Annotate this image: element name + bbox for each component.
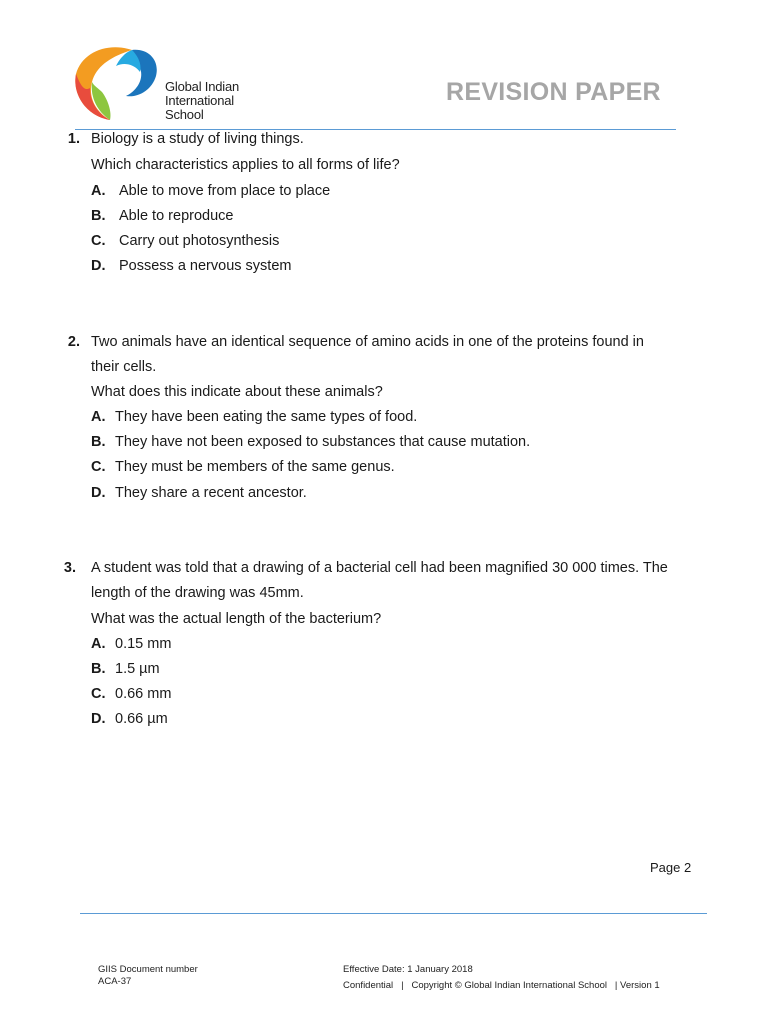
option-letter: C. (91, 686, 106, 702)
option-text: Able to move from place to place (119, 183, 331, 199)
option-letter: A. (91, 409, 106, 425)
option-b (91, 661, 160, 677)
question-stem: their cells. (91, 359, 157, 375)
school-name-line: Global Indian (165, 79, 240, 94)
option-b (91, 208, 233, 224)
question-number: 3. (63, 560, 76, 576)
option-a (91, 183, 330, 199)
doc-number-label: GIIS Document number (98, 964, 198, 975)
page-number: Page 2 (650, 860, 692, 875)
effective-date: Effective Date: 1 January 2018 (343, 964, 473, 975)
option-c (91, 459, 395, 475)
option-letter: B. (91, 661, 106, 677)
option-a (91, 636, 171, 652)
option-c (91, 686, 171, 702)
school-logo (72, 42, 262, 126)
option-text: They must be members of the same genus. (115, 459, 395, 475)
question-stem: Two animals have an identical sequence of amino acids in one of the proteins found in (91, 334, 644, 350)
school-name-line: International (165, 93, 234, 108)
confidential-copyright: Confidential | Copyright © Global Indian International School | Version 1 (343, 980, 660, 991)
header-divider (75, 129, 676, 130)
option-letter: C. (91, 233, 106, 249)
option-text: They have not been exposed to substances that cause mutation. (115, 434, 531, 450)
option-text: 1.5 µm (115, 661, 160, 677)
option-b (91, 434, 530, 450)
footer-meta (343, 964, 660, 992)
option-text: 0.66 mm (115, 686, 172, 702)
option-letter: B. (91, 208, 106, 224)
option-text: They have been eating the same types of food. (115, 409, 418, 425)
option-text: Able to reproduce (119, 208, 234, 224)
option-d (91, 711, 168, 727)
page-title: REVISION PAPER (446, 78, 661, 106)
option-letter: D. (91, 711, 106, 727)
option-text: They share a recent ancestor. (115, 485, 307, 501)
option-letter: C. (91, 459, 106, 475)
option-text: 0.66 µm (115, 711, 168, 727)
option-text: Possess a nervous system (119, 258, 292, 274)
question-stem: What does this indicate about these animals? (91, 384, 383, 400)
question-number: 2. (67, 334, 80, 350)
option-c (91, 233, 279, 249)
option-letter: A. (91, 636, 106, 652)
question-number: 1. (67, 131, 80, 147)
question-stem: Biology is a study of living things. (91, 131, 304, 147)
school-name (165, 80, 239, 122)
footer-divider (80, 913, 707, 914)
question-stem: Which characteristics applies to all forms of life? (91, 157, 400, 173)
option-letter: D. (91, 485, 106, 501)
option-d (91, 485, 307, 501)
school-logo-icon (72, 42, 164, 126)
option-letter: A. (91, 183, 106, 199)
option-text: 0.15 mm (115, 636, 172, 652)
option-a (91, 409, 417, 425)
option-text: Carry out photosynthesis (119, 233, 280, 249)
question-stem: length of the drawing was 45mm. (91, 585, 304, 601)
option-letter: D. (91, 258, 106, 274)
school-name-line: School (165, 107, 204, 122)
question-stem: What was the actual length of the bacterium? (91, 611, 382, 627)
option-d (91, 258, 291, 274)
question-stem: A student was told that a drawing of a bacterial cell had been magnified 30 000 times. The (91, 560, 668, 576)
footer-doc-number (98, 964, 198, 988)
doc-number: ACA-37 (98, 976, 132, 987)
option-letter: B. (91, 434, 106, 450)
